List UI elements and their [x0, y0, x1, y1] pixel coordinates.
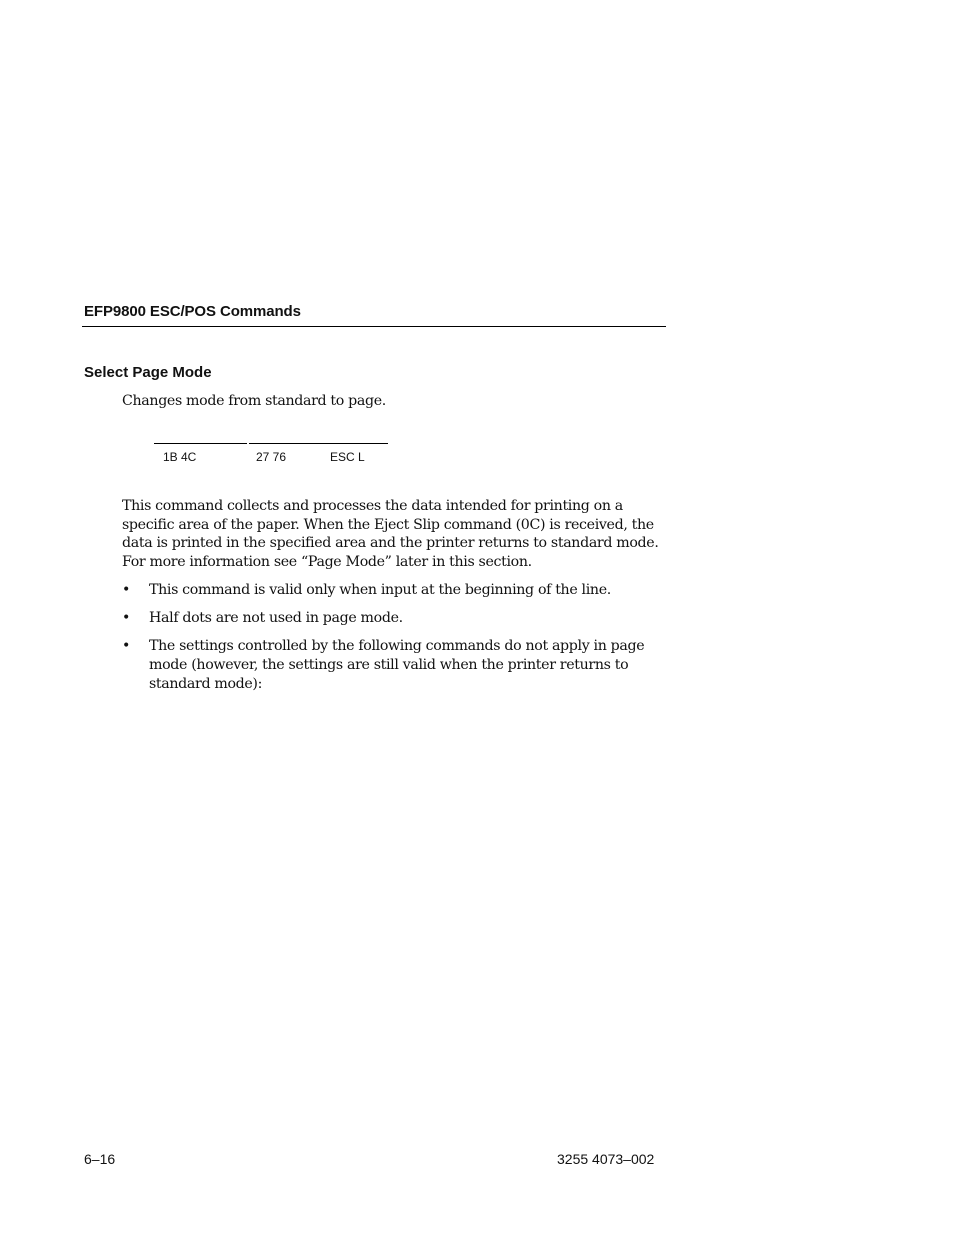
list-item-line: This command is valid only when input at the beginning of the line.	[149, 582, 611, 598]
paragraph-line: specific area of the paper. When the Eject Slip command (0C) is received, the	[122, 516, 654, 533]
section-heading: Select Page Mode	[84, 364, 212, 381]
list-item-line: Half dots are not used in page mode.	[149, 610, 403, 627]
list-item	[122, 581, 652, 600]
paragraph-line: data is printed in the specified area and the printer returns to standard mode.	[122, 535, 659, 552]
description-paragraph	[122, 497, 662, 572]
code-hex: 1B 4C	[163, 450, 197, 464]
bullet-icon: •	[122, 610, 131, 627]
bullet-icon: •	[122, 582, 131, 598]
code-table-rule-right	[249, 443, 388, 444]
list-item	[122, 637, 652, 693]
code-table-rule-left	[154, 443, 247, 444]
section-intro: Changes mode from standard to page.	[122, 393, 386, 409]
paragraph-line: For more information see “Page Mode” later in this section.	[122, 554, 532, 571]
bullet-icon: •	[122, 638, 131, 655]
list-item-line: The settings controlled by the following commands do not apply in page	[149, 638, 645, 655]
running-header-title: EFP9800 ESC/POS Commands	[84, 303, 301, 320]
list-item-line: mode (however, the settings are still valid when the printer returns to	[149, 656, 629, 673]
list-item-line: standard mode):	[149, 675, 263, 692]
page-number: 6–16	[84, 1151, 116, 1167]
document-number: 3255 4073–002	[557, 1151, 655, 1167]
code-ascii: ESC L	[330, 450, 365, 464]
notes-bullet-list	[122, 581, 652, 703]
list-item	[122, 609, 652, 628]
paragraph-line: This command collects and processes the data intended for printing on a	[122, 498, 623, 514]
header-divider	[82, 326, 666, 327]
code-decimal: 27 76	[256, 450, 287, 464]
